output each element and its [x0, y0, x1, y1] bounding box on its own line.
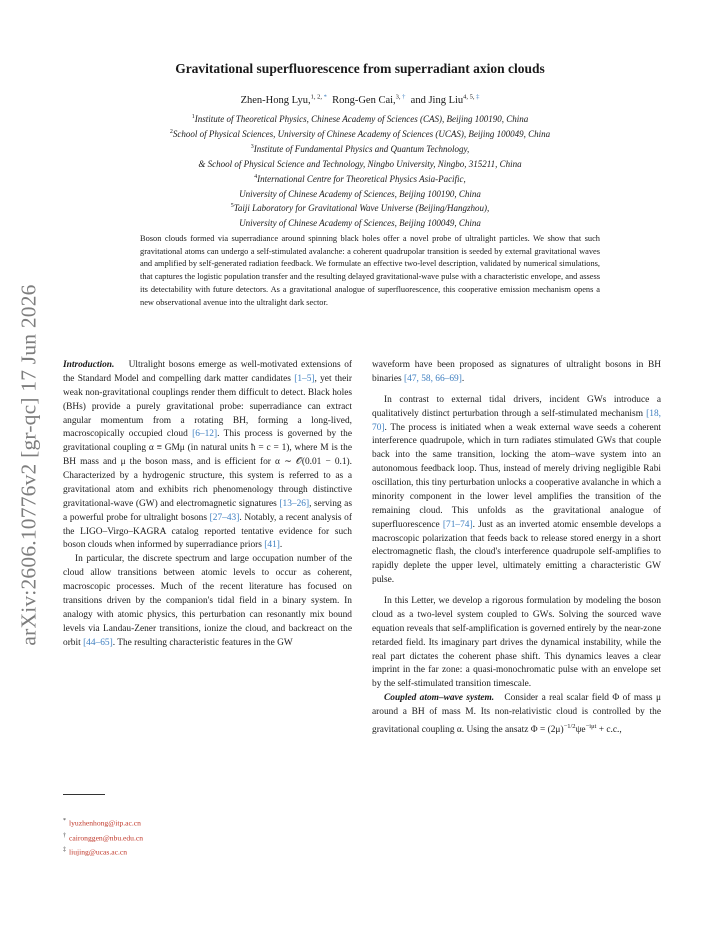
citation-link[interactable]: [13–26] — [279, 498, 310, 509]
footnotes — [63, 815, 143, 859]
affiliation-line: $^5$Taiji Laboratory for Gravitational Wave Universe (Beijing/Hangzhou), — [230, 203, 490, 214]
author-list — [60, 93, 660, 106]
arxiv-stamp — [8, 265, 50, 665]
citation-link[interactable]: [44–65] — [83, 637, 113, 648]
arxiv-identifier: arXiv:2606.10776v2 [gr-qc] 17 Jun 2026 — [16, 284, 41, 646]
citation-link[interactable]: [41] — [264, 540, 280, 551]
text-run: . Just as an inverted atomic ensemble develops a macroscopic polarization that feeds back to release stored energy in a short electromagnetic flash, the cloud's interference quadrupole self-amplifies to rapidly deplete the upper level, ultimately emitting a characteristic GW pulse. — [372, 519, 661, 586]
text-run: , yet their weak non-gravitational couplings render them difficult to detect. Black holes (BHs) provide a purely gravitational probe: superradiance can extract angular momentum from a rotating BH, forming a long-lived, macroscopically occupied cloud — [63, 373, 353, 440]
citation-link[interactable]: [6–12] — [192, 429, 218, 440]
text-run: , serving as a powerful probe for ultralight bosons — [63, 498, 352, 523]
affiliation-line: $^3$Institute of Fundamental Physics and Quantum Technology, — [250, 143, 470, 154]
author: Rong-Gen Cai,$^{3,}$ † — [332, 93, 406, 106]
text-run: . Notably, a recent analysis of the LIGO–Virgo–KAGRA catalog reported tentative evidence for such boson clouds when informed by superradiance priors — [63, 512, 352, 551]
coupled-system-paragraph — [372, 692, 661, 738]
text-run: Consider a real scalar field Φ of mass μ around a BH of mass M. Its non-relativistic cloud is controlled by the gravitational coupling α. Using the ansatz Φ = (2μ) — [372, 693, 661, 735]
abstract: Boson clouds formed via superradiance around spinning black holes offer a novel probe of ultralight particles. We show that such gravitational atoms can undergo a self-stimulated avalanche: a coherent quadrupolar transition is seeded by external gravitational waves and amplified by self-generated radiation feedback. We formulate an effective two-level description, validated by numerical simulations, that captures the logistic population transfer and the resulting delayed gravitational-wave pulse with a characteristic envelope, and assess its detectability with future detectors. As a gravitational analogue of superfluorescence, this cooperative emission mechanism opens a new observational avenue into the ultralight dark sector. — [140, 234, 600, 307]
paper-title: Gravitational superfluorescence from superradiant axion clouds — [175, 61, 545, 76]
right-column — [372, 359, 661, 738]
affiliation-line: $^4$International Centre for Theoretical Physics Asia-Pacific, — [254, 173, 466, 184]
text-run: In contrast to external tidal drivers, incident GWs introduce a qualitatively distinct perturbation through a self-stimulated mechanism — [372, 394, 661, 419]
text-run: In particular, the discrete spectrum and large occupation number of the cloud allow transitions between atomic levels to occur as coherent, macroscopic processes. Much of the recent literature has focused on transitions driven by the companion's tidal field in a binary system. In analogy with atomic physics, this perturbation can resonantly mix bound levels via Landau-Zener transitions, ionize the cloud, and backreact on the orbit — [63, 554, 352, 648]
footnote-email[interactable]: * lyuzhenhong@itp.ac.cn — [63, 818, 141, 828]
intro-paragraph-2 — [63, 553, 352, 650]
footnote-email[interactable]: † caironggen@nbu.edu.cn — [63, 832, 144, 843]
affiliation-line: University of Chinese Academy of Sciences, Beijing 100190, China — [239, 188, 481, 199]
text-run: . This process is governed by the gravitational coupling α ≡ GMμ (in natural units ħ = c = 1), where M is the BH mass and μ the boson mass, and is efficient for α ∼ 𝒪(0.01 − 0.1). Characterized by a hydrogenic structure, this system is referred to as a gravitational atom and exhibits rich phenomenology through distinctive gravitational-wave (GW) and electromagnetic signatures — [63, 429, 352, 509]
section-heading-introduction: Introduction. — [63, 360, 115, 370]
citation-link[interactable]: [18, 70] — [372, 408, 661, 433]
text-run: . — [279, 540, 283, 551]
affiliation-line: $^1$Institute of Theoretical Physics, Chinese Academy of Sciences (CAS), Beijing 100190, China — [191, 114, 529, 124]
footnote-email[interactable]: ‡ liujing@ucas.ac.cn — [63, 847, 128, 857]
author: Zhen-Hong Lyu,$^{1, 2,}$ * — [240, 93, 327, 106]
citation-link[interactable]: [47, 58, 66–69] — [404, 373, 462, 384]
body-paragraph — [372, 359, 661, 387]
superscript: −iμt — [585, 722, 597, 730]
superscript: −1/2 — [563, 722, 576, 730]
text-run: Ultralight bosons emerge as well-motivated extensions of the Standard Model and compelling dark matter candidates — [63, 360, 352, 384]
intro-paragraph-1 — [63, 359, 352, 553]
body-paragraph — [372, 595, 661, 692]
body-paragraph — [372, 394, 661, 588]
affiliation-line: & School of Physical Science and Technology, Ningbo University, Ningbo, 315211, China — [198, 158, 522, 169]
text-run: + c.c., — [596, 725, 622, 735]
footnote-rule — [63, 794, 105, 795]
citation-link[interactable]: [1–5] — [294, 373, 315, 384]
text-run: . The process is initiated when a weak external wave seeds a coherent interference quadrupole, which in turn radiates stimulated GWs that couple back into the same transition, locking the atom–wave system into an autonomous feedback loop. Thus, instead of merely driving negligible Rabi oscillation, this tiny perturbation unlocks a cooperative avalanche in which a minority component in the lower level amplifies the transition of the remaining cloud. This unfolds as the gravitational analogue of superfluorescence — [372, 422, 661, 530]
text-run: waveform have been proposed as signatures of ultralight bosons in BH binaries — [372, 360, 661, 384]
text-run: ψe — [575, 725, 586, 735]
citation-link[interactable]: [71–74] — [442, 519, 473, 530]
text-run: In this Letter, we develop a rigorous formulation by modeling the boson cloud as a two-level system coupled to GWs. Solving the sourced wave equation reveals that self-amplification is governed entirely by the near-zone retarded field. Its imaginary part drives the dynamical instability, while the real part dictates the coherent phase shift. This dynamics leaves a clear imprint in the far zone: a quasi-monochromatic pulse with an envelope set by the self-stimulated transition timescale. — [372, 596, 661, 690]
affiliation-list — [60, 111, 660, 230]
text-run: . The resulting characteristic features in the GW — [112, 637, 293, 648]
section-heading-coupled-atom-wave: Coupled atom–wave system. — [384, 693, 495, 704]
affiliation-line: $^2$School of Physical Sciences, University of Chinese Academy of Sciences (UCAS), Beijing 100049, China — [169, 128, 551, 139]
affiliation-line: University of Chinese Academy of Sciences, Beijing 100049, China — [239, 218, 481, 229]
text-run: . — [461, 373, 465, 384]
author: and Jing Liu$^{4, 5,}$ ‡ — [410, 93, 480, 106]
left-column — [63, 359, 352, 650]
citation-link[interactable]: [27–43] — [209, 512, 240, 523]
